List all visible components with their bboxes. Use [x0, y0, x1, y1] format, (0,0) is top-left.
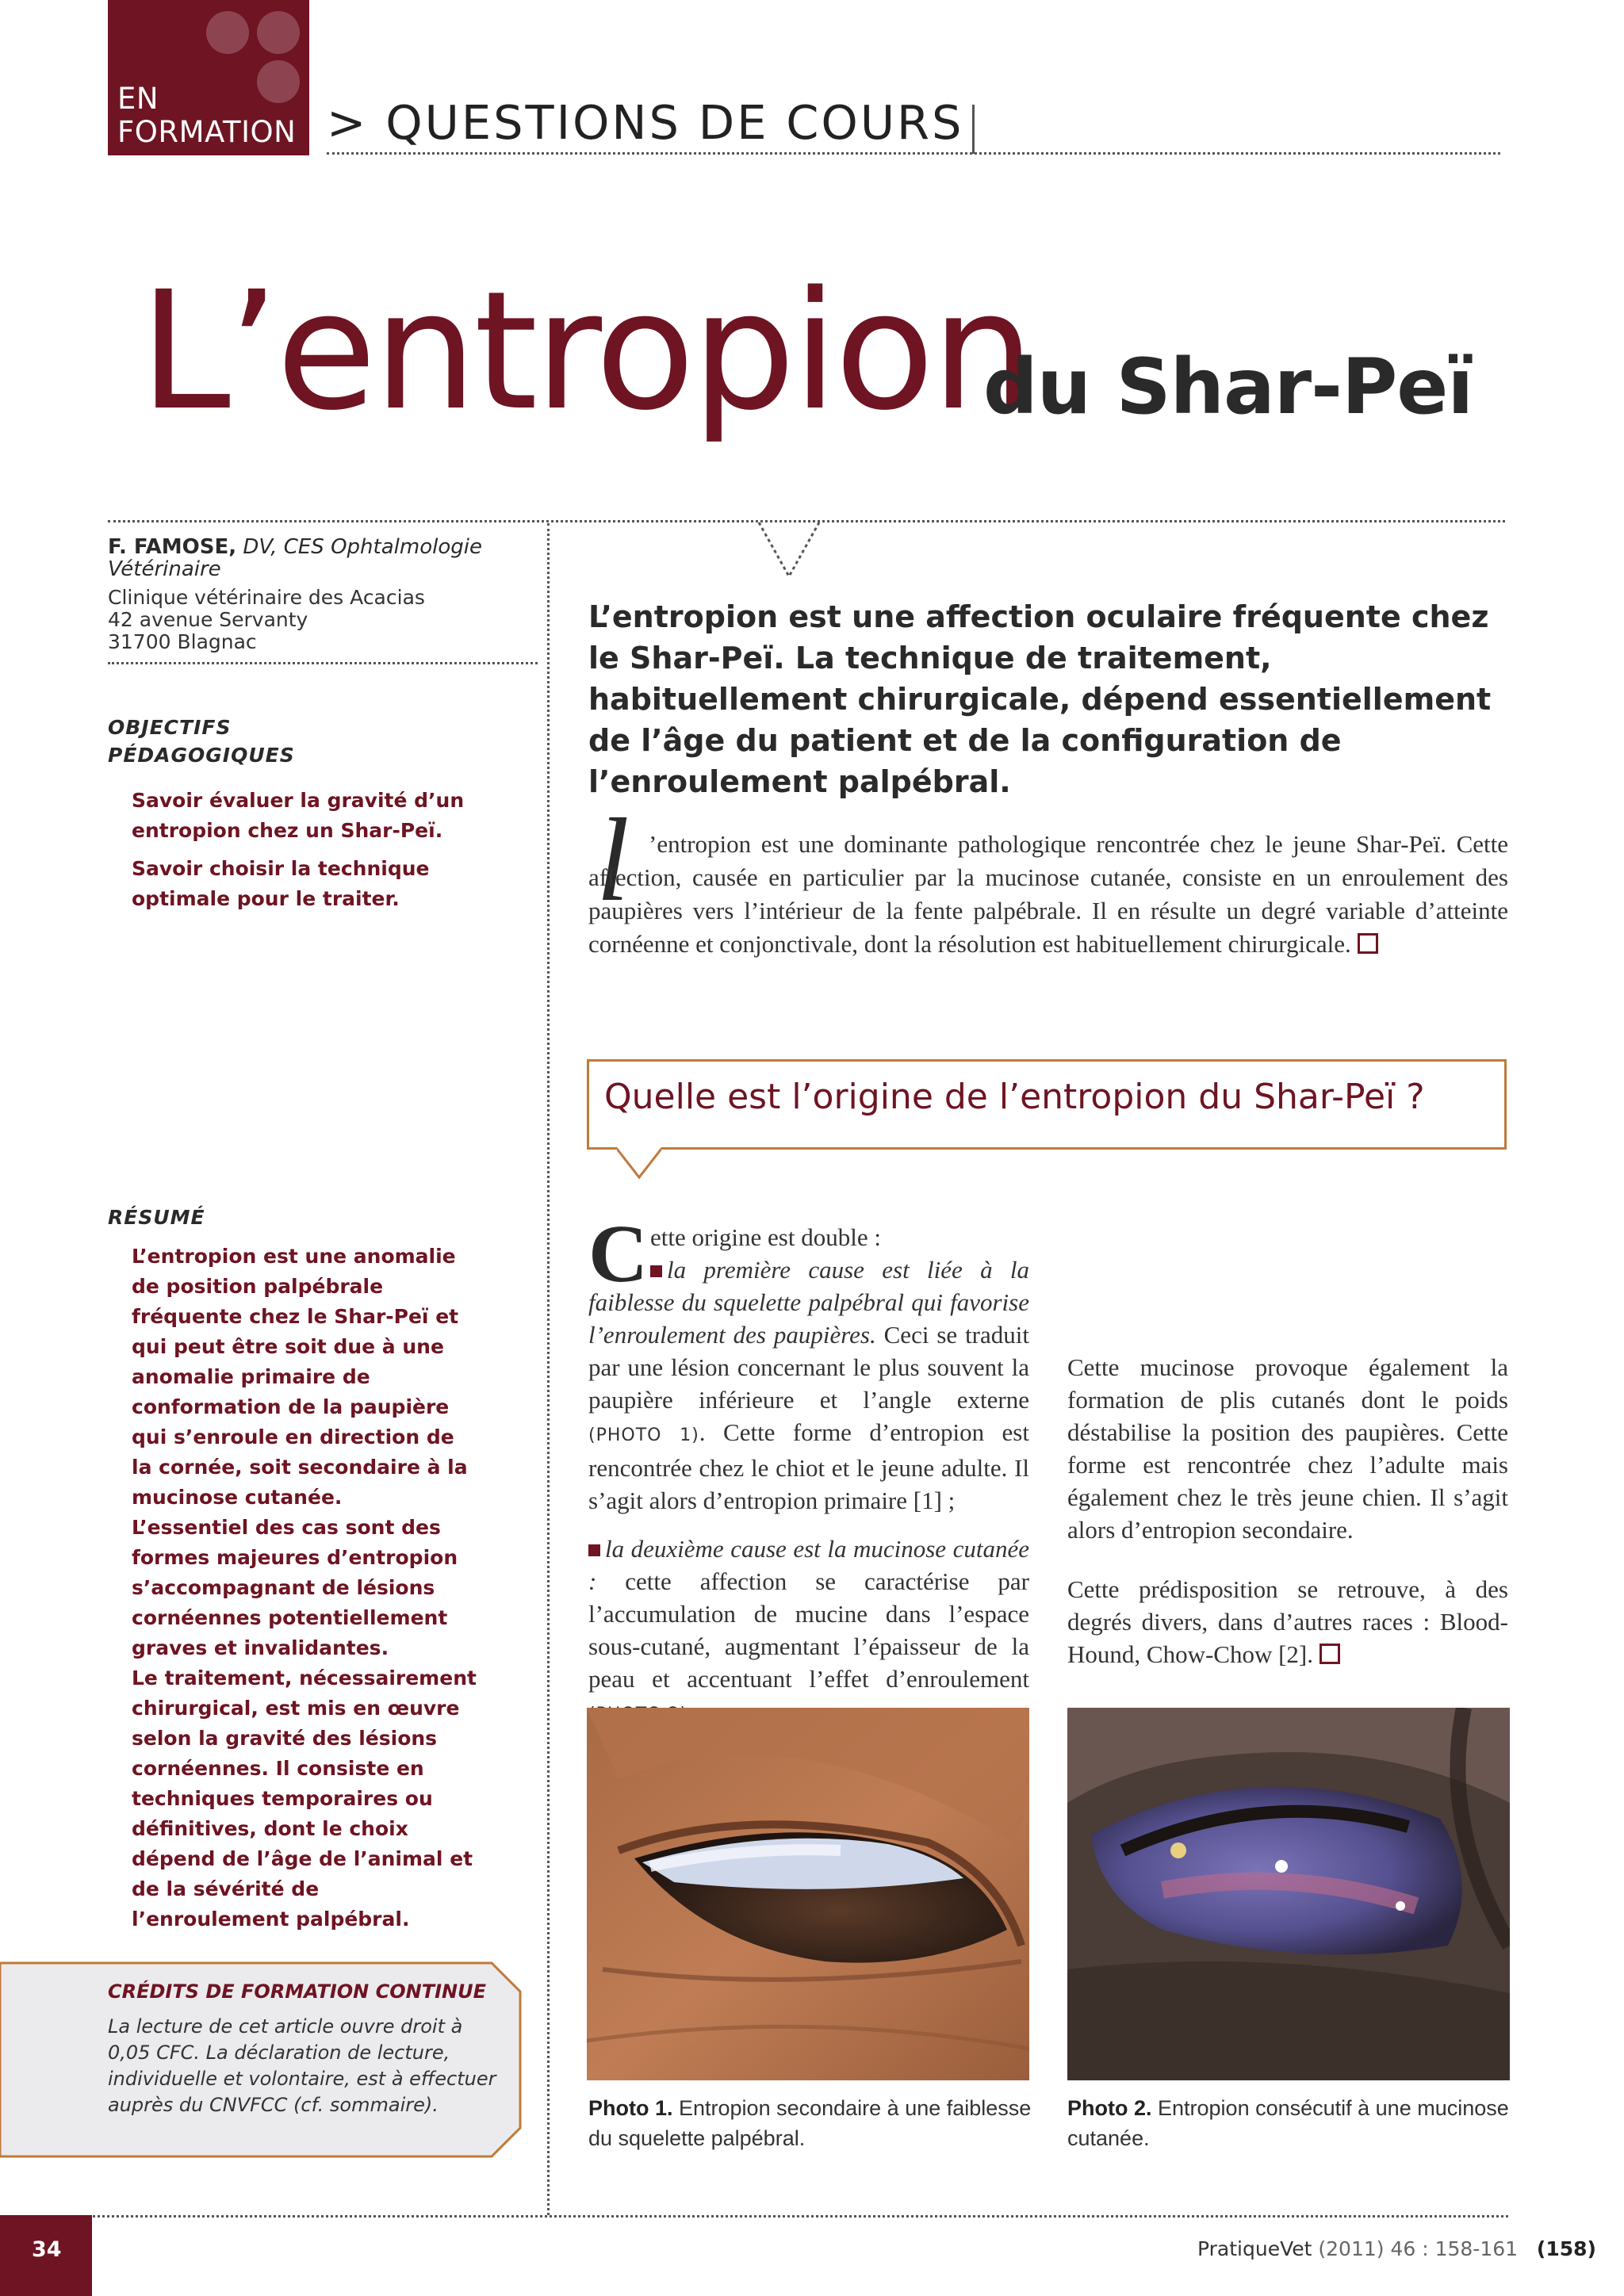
summary-paragraph: Le traitement, nécessairement chirurgical, est mis en œuvre selon la gravité des lésions cornéennes. Il consiste en techniques temporaires ou définitives, dont le choix dépend de l’âge de l’animal et de la sévérité de l’enroulement palpébral. [132, 1667, 477, 1931]
tag-line-1: EN [117, 82, 159, 116]
article-subtitle: du Shar-Peï [983, 342, 1473, 431]
objectives-heading [108, 714, 425, 769]
photo-1-image [587, 1708, 1029, 2080]
photo-1-caption [588, 2093, 1032, 2153]
summary-paragraph: L’entropion est une anomalie de position palpébrale fréquente chez le Shar-Peï et qui peut être soit due à une anomalie primaire de conformation de la paupière qui s’enroule en direction de la cornée, soit secondaire à la mucinose cutanée. [132, 1245, 468, 1509]
decorative-dot [206, 11, 249, 54]
end-square-icon [1320, 1644, 1340, 1664]
author-name: F. FAMOSE, [108, 535, 237, 559]
lead-paragraph: L’entropion est une affection oculaire fréquente chez le Shar-Peï. La technique de traitement, habituellement chirurgicale, dépend essentiellement de l’âge du patient et de la configuration de l’enroulement palpébral. [588, 599, 1492, 799]
question-heading: Quelle est l’origine de l’entropion du Shar-Peï ? [604, 1077, 1425, 1117]
decorative-dot [257, 11, 300, 54]
summary-heading: RÉSUMÉ [108, 1206, 205, 1229]
intro-dropcap: l [596, 794, 630, 926]
cause-1-title: la première cause est liée à la faiblesse du squelette palpébral qui favorise l’enroulement des paupières. [588, 1256, 1029, 1349]
header-divider [972, 105, 975, 154]
body-column-1 [588, 1221, 1029, 1747]
column-divider [547, 523, 550, 2215]
intro-text: ’entropion est une dominante pathologique rencontrée chez le jeune Shar-Peï. Cette affection, causée en particulier par la mucinose cutanée, consiste en un enroulement des paupières vers l’intérieur de la fente palpébrale. Il en résulte un degré variable d’atteinte cornéenne et conjonctivale, dont la résolution est habituellement chirurgicale. [588, 830, 1508, 958]
author [108, 536, 536, 580]
intro-paragraph [588, 828, 1508, 961]
section-header: > QUESTIONS DE COURS [327, 95, 964, 150]
pointer-chevron [757, 521, 821, 580]
bullet-icon [588, 1544, 600, 1556]
cause-2-title: la deuxième cause est la mucinose cutanée : [588, 1535, 1029, 1595]
affiliation-line: Clinique vétérinaire des Acacias [108, 586, 425, 609]
author-credentials: DV, CES Ophtalmologie Vétérinaire [108, 535, 482, 581]
article-title: L’entropion [140, 256, 1032, 446]
author-affiliation [108, 587, 536, 653]
objectives-heading-line: PÉDAGOGIQUES [108, 744, 295, 767]
photo-2-caption [1067, 2093, 1511, 2153]
journal-issue: (2011) 46 : 158-161 [1318, 2237, 1519, 2260]
cause-2-text: cette affection se caractérise par l’accumulation de mucine dans l’espace sous-cutané, augmentant l’épaisseur de la peau et accentuant l’effet d’enroulement [588, 1567, 1029, 1693]
objective-item: Savoir évaluer la gravité d’un entropion chez un Shar-Peï. [132, 789, 465, 842]
objective-item: Savoir choisir la technique optimale pour le traiter. [132, 857, 430, 910]
section-tag-label [117, 82, 296, 149]
journal-reference [1197, 2237, 1596, 2260]
bullet-icon [650, 1265, 662, 1277]
page-number: 34 [32, 2237, 62, 2262]
credits-text: La lecture de cet article ouvre droit à 0,05 CFC. La déclaration de lecture, individuelle et volontaire, est à effectuer auprès du CNVFCC (cf. sommaire). [108, 2015, 496, 2116]
photo-1-ref: (PHOTO 1) [588, 1425, 699, 1445]
cause-2-paragraph [588, 1533, 1029, 1731]
body-paragraph-4-text: Cette prédisposition se retrouve, à des degrés divers, dans d’autres races : Blood-Hound, Chow-Chow [2]. [1067, 1575, 1508, 1668]
body-dropcap: C [588, 1208, 649, 1299]
end-square-icon [1358, 933, 1378, 954]
section-tag [108, 0, 309, 155]
question-box-tail [617, 1147, 661, 1181]
journal-page: (158) [1536, 2237, 1596, 2260]
summary-paragraph: L’essentiel des cas sont des formes majeures d’entropion s’accompagnant de lésions cornéennes potentiellement graves et invalidantes. [132, 1516, 458, 1659]
affiliation-line: 42 avenue Servanty [108, 608, 308, 631]
affiliation-line: 31700 Blagnac [108, 630, 257, 653]
objectives-heading-line: OBJECTIFS [108, 716, 232, 739]
body-intro-line: ette origine est double : [650, 1223, 881, 1251]
sidebar-rule [108, 662, 538, 664]
journal-name: PratiqueVet [1197, 2237, 1319, 2260]
footer-rule [89, 2215, 1508, 2218]
photo-1-caption-text: Entropion secondaire à une faiblesse du squelette palpébral. [588, 2096, 1032, 2150]
summary-text [132, 1242, 481, 1934]
photo-2-label: Photo 2. [1067, 2096, 1152, 2120]
body-paragraph-4 [1067, 1573, 1508, 1670]
header-rule [327, 152, 1500, 155]
tag-line-2: FORMATION [117, 115, 297, 149]
body-paragraph-3: Cette mucinose provoque également la formation de plis cutanés dont le poids déstabilise la position des paupières. Cette forme est rencontrée chez l’adulte mais également chez le très jeune chien. Il s’agit alors d’entropion secondaire. [1067, 1353, 1508, 1544]
photo-1-label: Photo 1. [588, 2096, 673, 2120]
cause-1-text: Ceci se traduit par une lésion concernant le plus souvent la paupière inférieure et l’angle externe [588, 1321, 1029, 1414]
photo-2-image [1067, 1708, 1510, 2080]
cause-1-text-end: . Cette forme d’entropion est rencontrée chez le chiot et le jeune adulte. Il s’agit alors d’entropion primaire [1] ; [588, 1418, 1029, 1514]
photo-2-caption-text: Entropion consécutif à une mucinose cutanée. [1067, 2096, 1509, 2150]
cause-1-paragraph [588, 1253, 1029, 1517]
body-column-2-content [1067, 1351, 1508, 1670]
credits-heading: CRÉDITS DE FORMATION CONTINUE [108, 1980, 486, 2003]
